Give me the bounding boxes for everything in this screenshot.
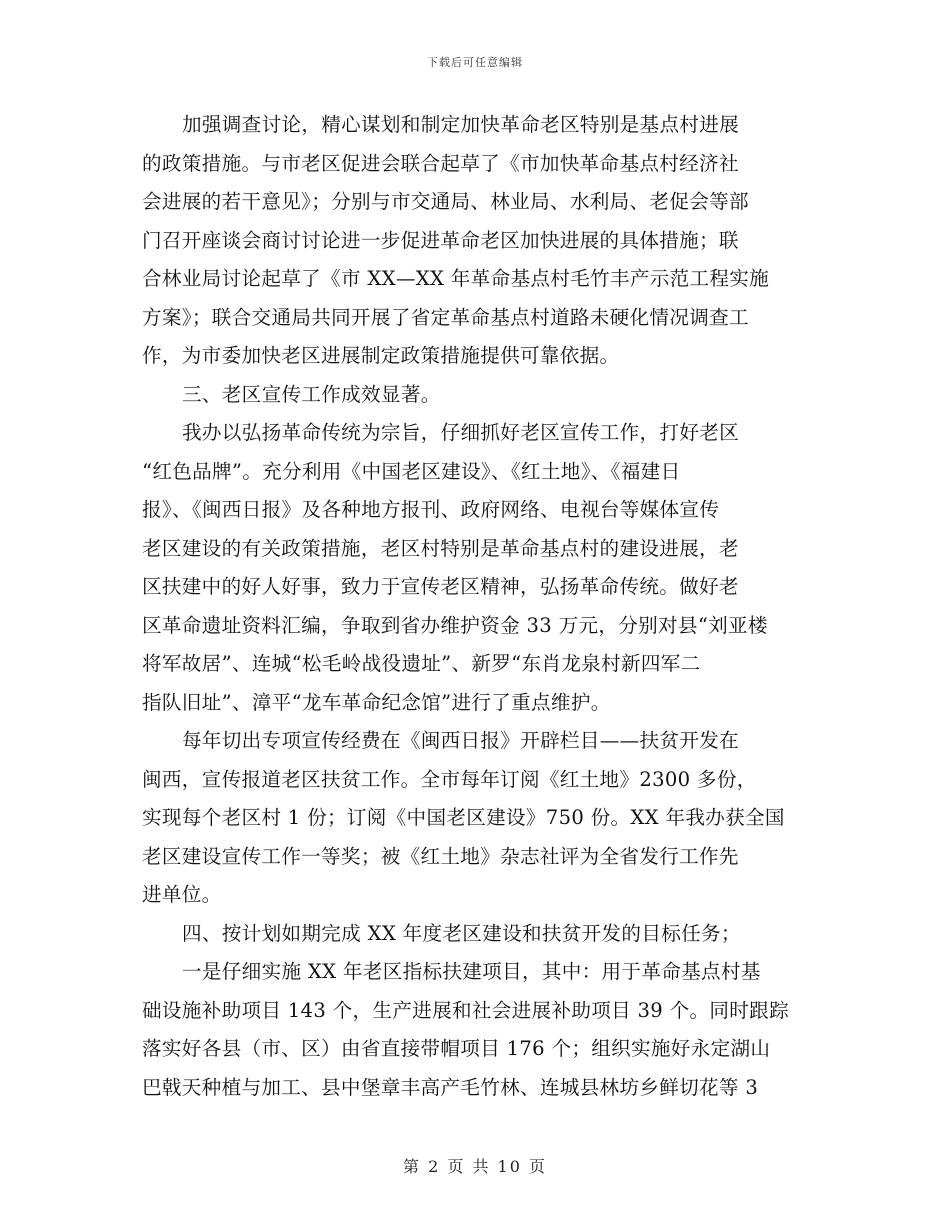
text-line: 一是仔细实施 XX 年老区指标扶建项目，其中：用于革命基点村基 <box>182 960 761 983</box>
text-line: 报》、《闽西日报》及各种地方报刊、政府网络、电视台等媒体宣传 <box>142 498 720 521</box>
text-line: 的政策措施。与市老区促进会联合起草了《市加快革命基点村经济社 <box>142 151 739 175</box>
text-line: 老区建设的有关政策措施，老区村特别是革命基点村的建设进展，老 <box>142 536 739 560</box>
section-heading-3 <box>142 376 809 415</box>
text-line: 巴戟天种植与加工、县中堡章丰高产毛竹林、连城县林坊乡鲜切花等 3 <box>142 1075 759 1099</box>
text-line: 方案》；联合交通局共同开展了省定革命基点村道路未硬化情况调查工 <box>142 305 749 329</box>
text-line: 加强调查讨论，精心谋划和制定加快革命老区特别是基点村进展 <box>182 113 740 136</box>
text-line: 础设施补助项目 143 个，生产进展和社会进展补助项目 39 个。同时跟踪 <box>142 998 789 1022</box>
text-line: 落实好各县（市、区）由省直接带帽项目 176 个；组织实施好永定湖山 <box>142 1037 771 1060</box>
text-line: 区革命遗址资料汇编，争取到省办维护资金 33 万元，分别对县“刘亚楼 <box>142 613 768 637</box>
text-line: “红色品牌”。充分利用《中国老区建设》、《红土地》、《福建日 <box>142 459 681 483</box>
page-footer: 第 2 页 共 10 页 <box>403 1157 547 1176</box>
text-line: 每年切出专项宣传经费在《闽西日报》开辟栏目——扶贫开发在 <box>182 729 740 752</box>
text-line: 会进展的若干意见》；分别与市交通局、林业局、水利局、老促会等部 <box>142 190 749 213</box>
text-line: 三、老区宣传工作成效显著。 <box>182 382 441 406</box>
page-header: 下载后可任意编辑 <box>427 56 523 69</box>
paragraph-projects <box>142 953 809 1107</box>
text-line: 区扶建中的好人好事，致力于宣传老区精神，弘扬革命传统。做好老 <box>142 575 739 598</box>
text-line: 老区建设宣传工作一等奖；被《红土地》杂志社评为全省发行工作先 <box>142 844 739 868</box>
text-line: 门召开座谈会商讨讨论进一步促进革命老区加快进展的具体措施；联 <box>142 228 739 252</box>
text-line: 指队旧址”、漳平“龙车革命纪念馆”进行了重点维护。 <box>142 690 611 714</box>
text-line: 我办以弘扬革命传统为宗旨，仔细抓好老区宣传工作，打好老区 <box>182 421 740 444</box>
text-line: 进单位。 <box>142 883 222 906</box>
text-line: 闽西，宣传报道老区扶贫工作。全市每年订阅《红土地》2300 多份， <box>142 767 757 791</box>
paragraph-funding <box>142 722 809 915</box>
text-line: 实现每个老区村 1 份；订阅《中国老区建设》750 份。XX 年我办获全国 <box>142 806 785 829</box>
text-line: 四、按计划如期完成 XX 年度老区建设和扶贫开发的目标任务； <box>182 921 741 945</box>
text-line: 作，为市委加快老区进展制定政策措施提供可靠依据。 <box>142 344 620 367</box>
document-body <box>142 106 809 1107</box>
text-line: 将军故居”、连城“松毛岭战役遗址”、新罗“东肖龙泉村新四军二 <box>142 652 701 675</box>
section-heading-4 <box>142 915 809 954</box>
text-line: 合林业局讨论起草了《市 XX—XX 年革命基点村毛竹丰产示范工程实施 <box>142 267 770 290</box>
paragraph-publicity <box>142 414 809 722</box>
paragraph-research <box>142 106 809 376</box>
